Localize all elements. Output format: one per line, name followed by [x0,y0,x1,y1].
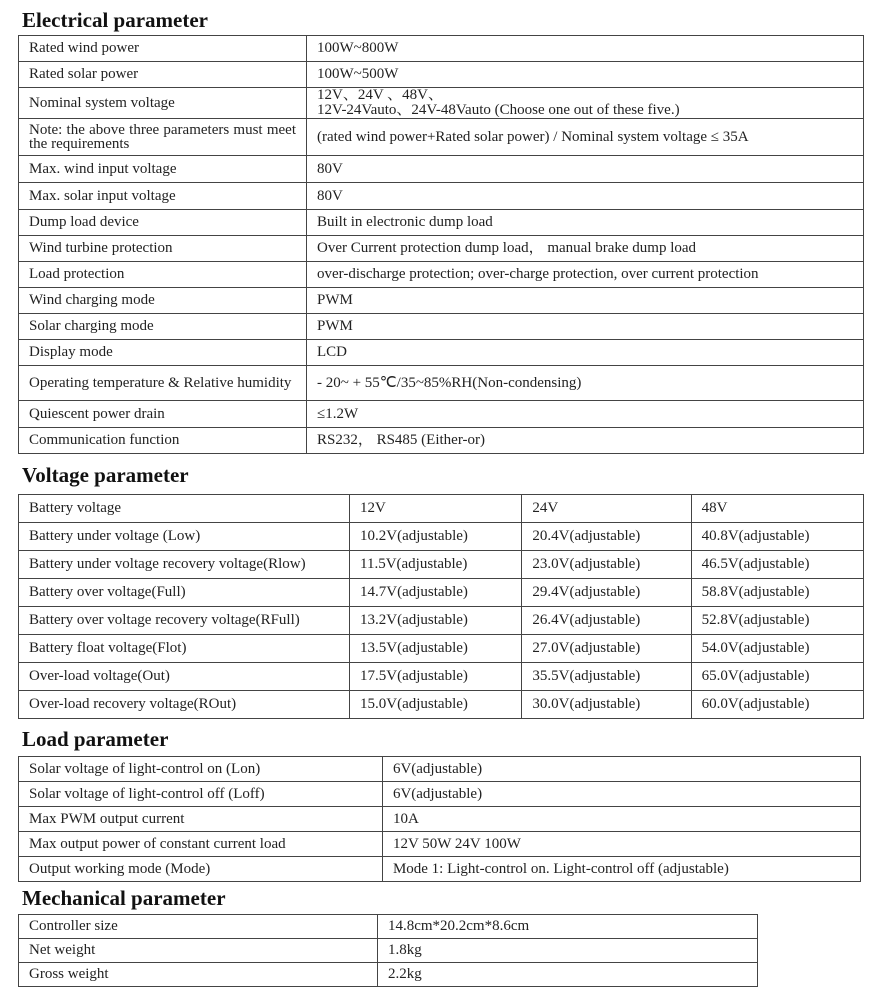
param-name-cell: Note: the above three parameters must meet the requirements [19,119,307,156]
table-row [19,939,758,963]
param-value-cell: 60.0V(adjustable) [691,691,863,719]
voltage-table [18,494,864,719]
param-name-cell: Output working mode (Mode) [19,857,383,882]
param-value-cell: 17.5V(adjustable) [350,663,522,691]
electrical-table [18,35,864,454]
param-name-cell: Load protection [19,262,307,288]
param-value-cell: LCD [306,340,863,366]
param-value-cell: (rated wind power+Rated solar power) / Nominal system voltage ≤ 35A [306,119,863,156]
table-row [19,757,861,782]
table-row [19,807,861,832]
mechanical-title: Mechanical parameter [22,886,226,910]
table-row [19,36,864,62]
param-value-cell: 10A [382,807,860,832]
param-name-cell: Gross weight [19,963,378,987]
param-value-cell: - 20~ + 55℃/35~85%RH(Non-condensing) [306,366,863,401]
param-value-cell: PWM [306,288,863,314]
param-name-cell: Quiescent power drain [19,401,307,428]
param-name-cell: Battery voltage [19,495,350,523]
param-name-cell: Battery over voltage recovery voltage(RFull) [19,607,350,635]
param-name-cell: Solar voltage of light-control on (Lon) [19,757,383,782]
param-value-cell: 24V [522,495,691,523]
param-name-cell: Max PWM output current [19,807,383,832]
param-value-cell: 15.0V(adjustable) [350,691,522,719]
table-row [19,210,864,236]
table-row [19,401,864,428]
table-row [19,523,864,551]
table-row [19,607,864,635]
param-value-cell: over-discharge protection; over-charge protection, over current protection [306,262,863,288]
param-value-cell: 14.7V(adjustable) [350,579,522,607]
param-name-cell: Wind turbine protection [19,236,307,262]
param-name-cell: Display mode [19,340,307,366]
param-value-cell: RS232， RS485 (Either-or) [306,428,863,454]
load-table [18,756,861,882]
param-name-cell: Max. solar input voltage [19,183,307,210]
param-value-cell: 23.0V(adjustable) [522,551,691,579]
param-value-cell: 1.8kg [377,939,757,963]
param-name-cell: Rated wind power [19,36,307,62]
table-row [19,551,864,579]
table-row [19,236,864,262]
param-value-cell: 20.4V(adjustable) [522,523,691,551]
param-value-cell: 14.8cm*20.2cm*8.6cm [377,915,757,939]
param-name-cell: Communication function [19,428,307,454]
param-name-cell: Rated solar power [19,62,307,88]
param-name-cell: Battery float voltage(Flot) [19,635,350,663]
table-row [19,782,861,807]
param-name-cell: Solar voltage of light-control off (Loff) [19,782,383,807]
param-value-cell: 40.8V(adjustable) [691,523,863,551]
load-title: Load parameter [22,727,169,751]
table-row [19,579,864,607]
table-row [19,635,864,663]
table-row [19,495,864,523]
table-row [19,183,864,210]
table-row [19,288,864,314]
param-name-cell: Wind charging mode [19,288,307,314]
param-value-cell: 46.5V(adjustable) [691,551,863,579]
param-value-cell: 58.8V(adjustable) [691,579,863,607]
param-value-cell: Mode 1: Light-control on. Light-control off (adjustable) [382,857,860,882]
param-name-cell: Max output power of constant current load [19,832,383,857]
table-row [19,314,864,340]
param-value-cell: 12V、24V 、48V、 12V-24Vauto、24V-48Vauto (Choose one out of these five.) [306,88,863,119]
param-value-cell: PWM [306,314,863,340]
param-name-cell: Net weight [19,939,378,963]
param-name-cell: Battery over voltage(Full) [19,579,350,607]
param-name-cell: Operating temperature & Relative humidity [19,366,307,401]
param-name-cell: Max. wind input voltage [19,156,307,183]
voltage-title: Voltage parameter [22,463,189,487]
param-value-cell: 80V [306,156,863,183]
table-row [19,691,864,719]
table-row [19,915,758,939]
param-name-cell: Controller size [19,915,378,939]
table-row [19,857,861,882]
param-value-cell: 12V [350,495,522,523]
table-row [19,156,864,183]
param-value-cell: ≤1.2W [306,401,863,428]
table-row [19,832,861,857]
param-name-cell: Over-load recovery voltage(ROut) [19,691,350,719]
param-value-cell: Over Current protection dump load， manual brake dump load [306,236,863,262]
param-value-cell: 13.5V(adjustable) [350,635,522,663]
param-value-cell: 11.5V(adjustable) [350,551,522,579]
param-value-cell: Built in electronic dump load [306,210,863,236]
param-value-cell: 29.4V(adjustable) [522,579,691,607]
param-value-cell: 6V(adjustable) [382,782,860,807]
param-value-cell: 30.0V(adjustable) [522,691,691,719]
table-row [19,119,864,156]
table-row [19,366,864,401]
param-name-cell: Nominal system voltage [19,88,307,119]
param-value-cell: 52.8V(adjustable) [691,607,863,635]
table-row [19,62,864,88]
table-row [19,262,864,288]
table-row [19,340,864,366]
param-value-cell: 35.5V(adjustable) [522,663,691,691]
param-value-cell: 13.2V(adjustable) [350,607,522,635]
param-value-cell: 26.4V(adjustable) [522,607,691,635]
param-name-cell: Battery under voltage recovery voltage(Rlow) [19,551,350,579]
param-name-cell: Dump load device [19,210,307,236]
param-value-cell: 48V [691,495,863,523]
param-name-cell: Over-load voltage(Out) [19,663,350,691]
mechanical-table [18,914,758,987]
param-value-cell: 100W~800W [306,36,863,62]
param-value-cell: 10.2V(adjustable) [350,523,522,551]
electrical-title: Electrical parameter [22,8,208,32]
table-row [19,88,864,119]
table-row [19,963,758,987]
param-value-cell: 100W~500W [306,62,863,88]
param-name-cell: Solar charging mode [19,314,307,340]
param-value-cell: 2.2kg [377,963,757,987]
param-name-cell: Battery under voltage (Low) [19,523,350,551]
param-value-cell: 12V 50W 24V 100W [382,832,860,857]
param-value-cell: 80V [306,183,863,210]
param-value-cell: 6V(adjustable) [382,757,860,782]
param-value-cell: 54.0V(adjustable) [691,635,863,663]
table-row [19,663,864,691]
param-value-cell: 27.0V(adjustable) [522,635,691,663]
table-row [19,428,864,454]
param-value-cell: 65.0V(adjustable) [691,663,863,691]
